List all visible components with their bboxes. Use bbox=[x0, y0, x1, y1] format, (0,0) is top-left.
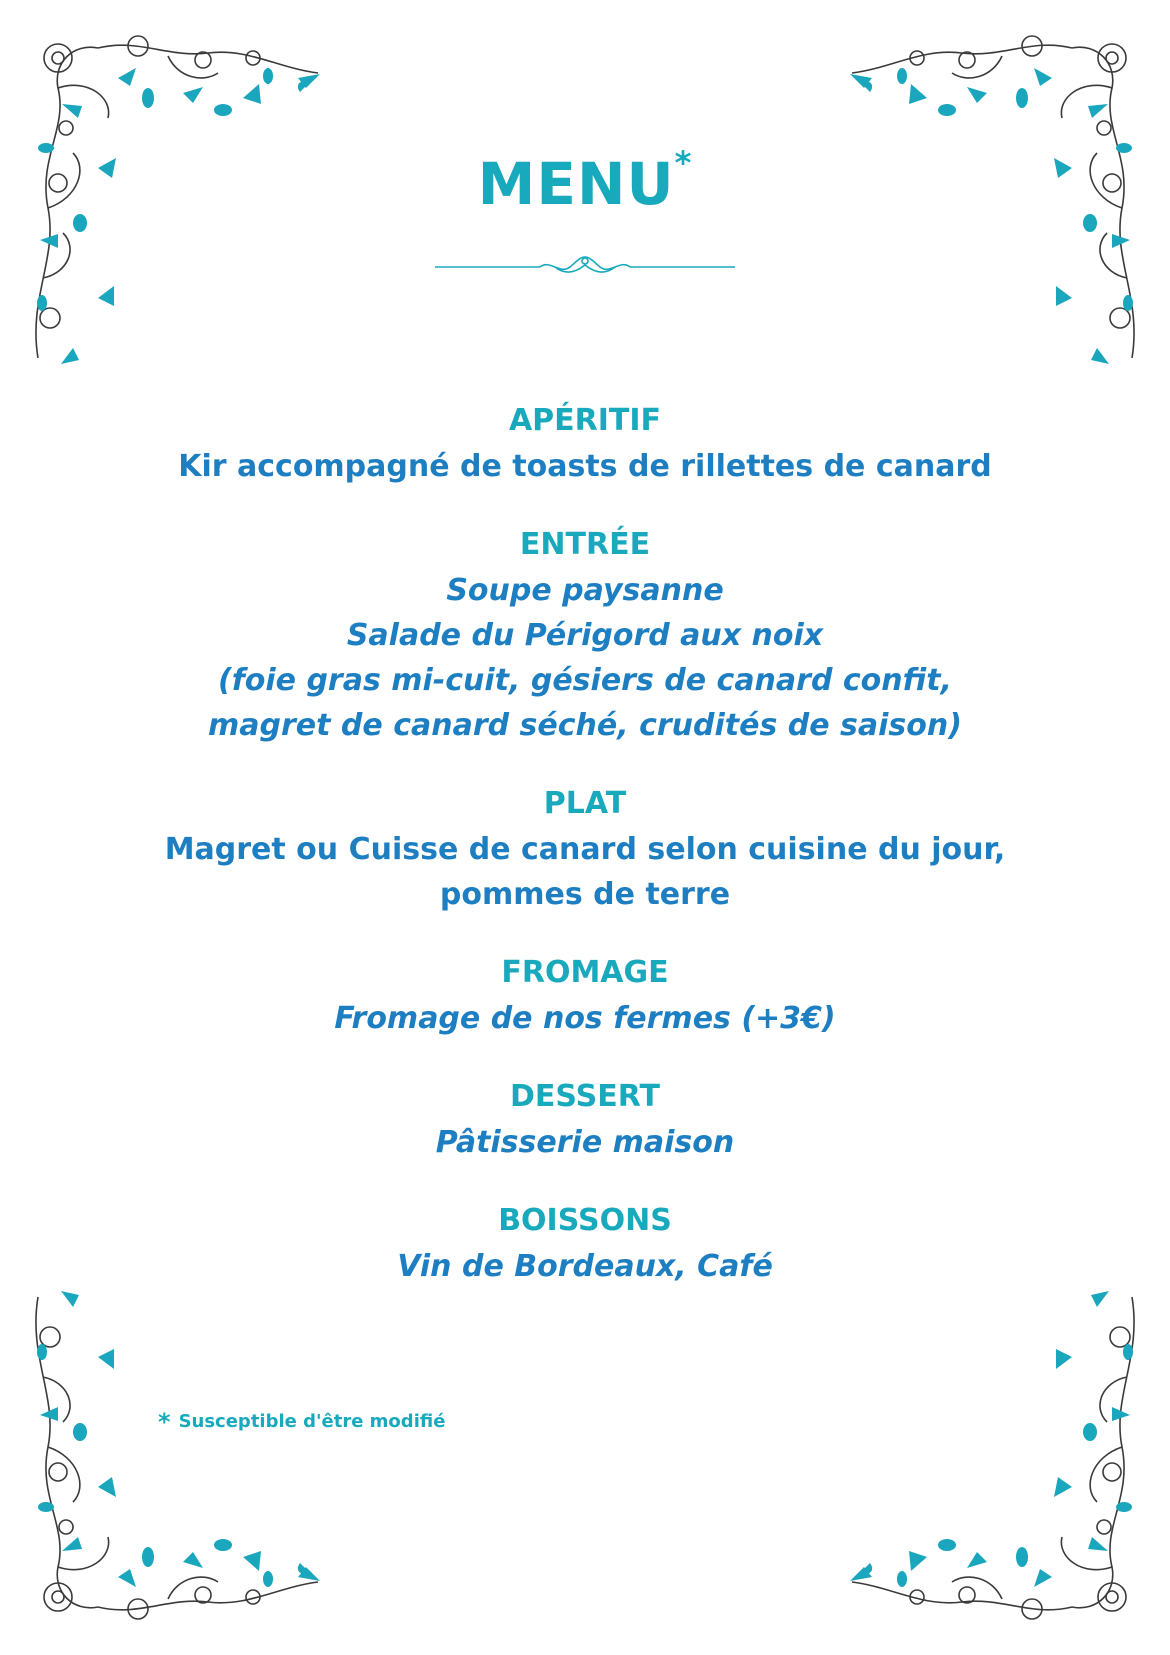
menu-item-line: Kir accompagné de toasts de rillettes de canard bbox=[178, 449, 992, 484]
section-heading: APÉRITIF bbox=[508, 403, 662, 438]
menu-item-line: magret de canard séché, crudités de saison) bbox=[208, 708, 962, 743]
section-heading: PLAT bbox=[543, 786, 627, 821]
section-dessert bbox=[0, 1074, 1170, 1165]
section-plat bbox=[0, 781, 1170, 917]
title-divider-ornament bbox=[435, 252, 735, 282]
section-boissons bbox=[0, 1198, 1170, 1289]
section-heading: FROMAGE bbox=[501, 955, 669, 990]
menu-item-line: Fromage de nos fermes (+3€) bbox=[334, 1001, 836, 1036]
menu-title-text: MENU bbox=[477, 150, 675, 218]
menu-title bbox=[0, 143, 1170, 218]
section-heading: BOISSONS bbox=[498, 1203, 672, 1238]
menu-item-line: Salade du Périgord aux noix bbox=[346, 618, 824, 653]
menu-sections bbox=[0, 398, 1170, 1322]
menu-item-line: pommes de terre bbox=[439, 877, 731, 912]
section-heading: DESSERT bbox=[510, 1079, 660, 1114]
section-fromage bbox=[0, 950, 1170, 1041]
menu-item-line: Magret ou Cuisse de canard selon cuisine du jour, bbox=[164, 832, 1006, 867]
floral-corner-ornament-bottom-right bbox=[832, 1277, 1152, 1637]
menu-title-asterisk: * bbox=[674, 143, 693, 182]
section-aperitif bbox=[0, 398, 1170, 489]
menu-item-line: Soupe paysanne bbox=[446, 573, 724, 608]
section-heading: ENTRÉE bbox=[519, 527, 651, 562]
section-entree bbox=[0, 522, 1170, 748]
menu-item-line: (foie gras mi-cuit, gésiers de canard confit, bbox=[218, 663, 952, 698]
menu-item-line: Pâtisserie maison bbox=[435, 1125, 735, 1160]
footnote-text: Susceptible d'être modifié bbox=[178, 1411, 446, 1432]
footnote bbox=[158, 1408, 445, 1436]
menu-item-line: Vin de Bordeaux, Café bbox=[397, 1249, 773, 1284]
footnote-asterisk: * bbox=[158, 1408, 171, 1436]
floral-corner-ornament-bottom-left bbox=[18, 1277, 338, 1637]
